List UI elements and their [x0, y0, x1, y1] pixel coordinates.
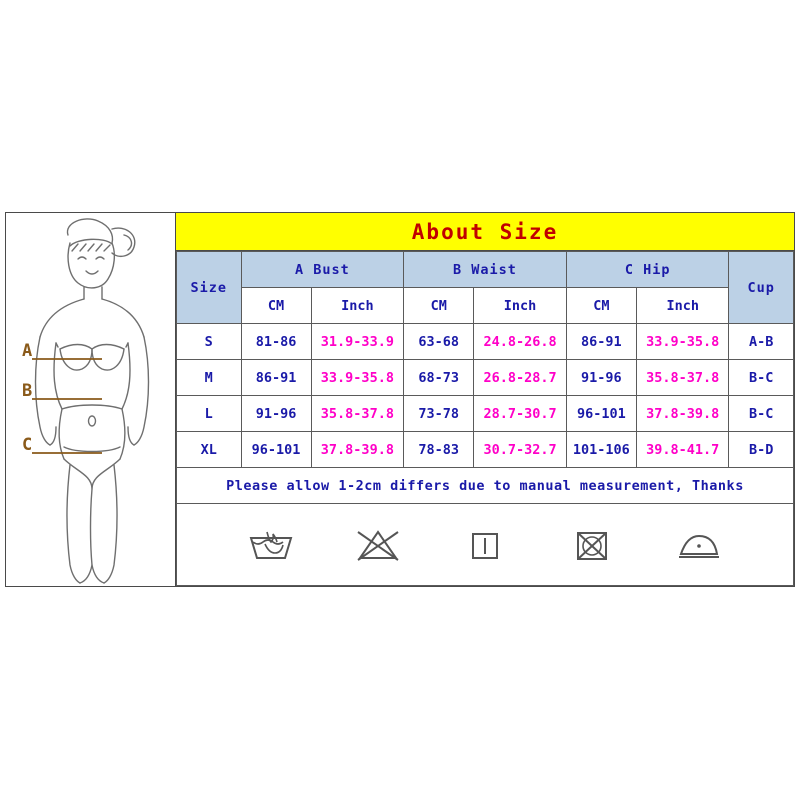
- cell-waist-inch: 24.8-26.8: [474, 324, 567, 360]
- cell-size: L: [177, 396, 242, 432]
- cell-waist-inch: 26.8-28.7: [474, 360, 567, 396]
- subheader-waist-inch: Inch: [474, 288, 567, 324]
- cell-hip-inch: 33.9-35.8: [636, 324, 729, 360]
- cell-hip-inch: 39.8-41.7: [636, 432, 729, 468]
- cell-bust-inch: 37.8-39.8: [311, 432, 404, 468]
- cell-waist-cm: 63-68: [404, 324, 474, 360]
- cell-waist-cm: 68-73: [404, 360, 474, 396]
- figure-mark-b: B: [22, 381, 33, 401]
- cell-cup: B-C: [729, 396, 794, 432]
- subheader-waist-cm: CM: [404, 288, 474, 324]
- cell-hip-inch: 35.8-37.8: [636, 360, 729, 396]
- chart-title: About Size: [176, 213, 794, 251]
- cell-size: S: [177, 324, 242, 360]
- figure-mark-a: A: [22, 341, 33, 361]
- cell-bust-cm: 86-91: [241, 360, 311, 396]
- table-subheader-row: [177, 288, 794, 324]
- table-row: [177, 324, 794, 360]
- size-table-pane: [176, 213, 794, 586]
- subheader-bust-cm: CM: [241, 288, 311, 324]
- cell-cup: B-D: [729, 432, 794, 468]
- drip-dry-icon: [457, 524, 513, 566]
- table-row: [177, 432, 794, 468]
- table-header-row: [177, 252, 794, 288]
- do-not-bleach-icon: [350, 524, 406, 566]
- cell-waist-inch: 28.7-30.7: [474, 396, 567, 432]
- cell-waist-cm: 73-78: [404, 396, 474, 432]
- header-cup: Cup: [729, 252, 794, 324]
- table-row: [177, 360, 794, 396]
- cell-hip-cm: 101-106: [566, 432, 636, 468]
- cell-hip-cm: 96-101: [566, 396, 636, 432]
- header-hip: C Hip: [566, 252, 729, 288]
- header-bust: A Bust: [241, 252, 404, 288]
- size-table: [176, 251, 794, 504]
- cell-bust-cm: 91-96: [241, 396, 311, 432]
- iron-low-icon: [671, 524, 727, 566]
- cell-hip-inch: 37.8-39.8: [636, 396, 729, 432]
- subheader-hip-inch: Inch: [636, 288, 729, 324]
- cell-waist-inch: 30.7-32.7: [474, 432, 567, 468]
- subheader-hip-cm: CM: [566, 288, 636, 324]
- measurement-note-row: [177, 468, 794, 504]
- care-instructions-row: [176, 504, 794, 586]
- hand-wash-icon: [243, 524, 299, 566]
- cell-cup: A-B: [729, 324, 794, 360]
- subheader-bust-inch: Inch: [311, 288, 404, 324]
- cell-hip-cm: 86-91: [566, 324, 636, 360]
- body-figure-pane: [6, 213, 176, 586]
- header-waist: B Waist: [404, 252, 567, 288]
- measurement-note: Please allow 1-2cm differs due to manual measurement, Thanks: [177, 468, 794, 504]
- cell-size: XL: [177, 432, 242, 468]
- do-not-tumble-dry-icon: [564, 524, 620, 566]
- cell-bust-inch: 35.8-37.8: [311, 396, 404, 432]
- cell-bust-cm: 96-101: [241, 432, 311, 468]
- cell-bust-cm: 81-86: [241, 324, 311, 360]
- header-size: Size: [177, 252, 242, 324]
- table-row: [177, 396, 794, 432]
- cell-bust-inch: 31.9-33.9: [311, 324, 404, 360]
- figure-mark-c: C: [22, 435, 33, 455]
- cell-hip-cm: 91-96: [566, 360, 636, 396]
- size-chart-card: [5, 212, 795, 587]
- cell-cup: B-C: [729, 360, 794, 396]
- cell-bust-inch: 33.9-35.8: [311, 360, 404, 396]
- cell-waist-cm: 78-83: [404, 432, 474, 468]
- cell-size: M: [177, 360, 242, 396]
